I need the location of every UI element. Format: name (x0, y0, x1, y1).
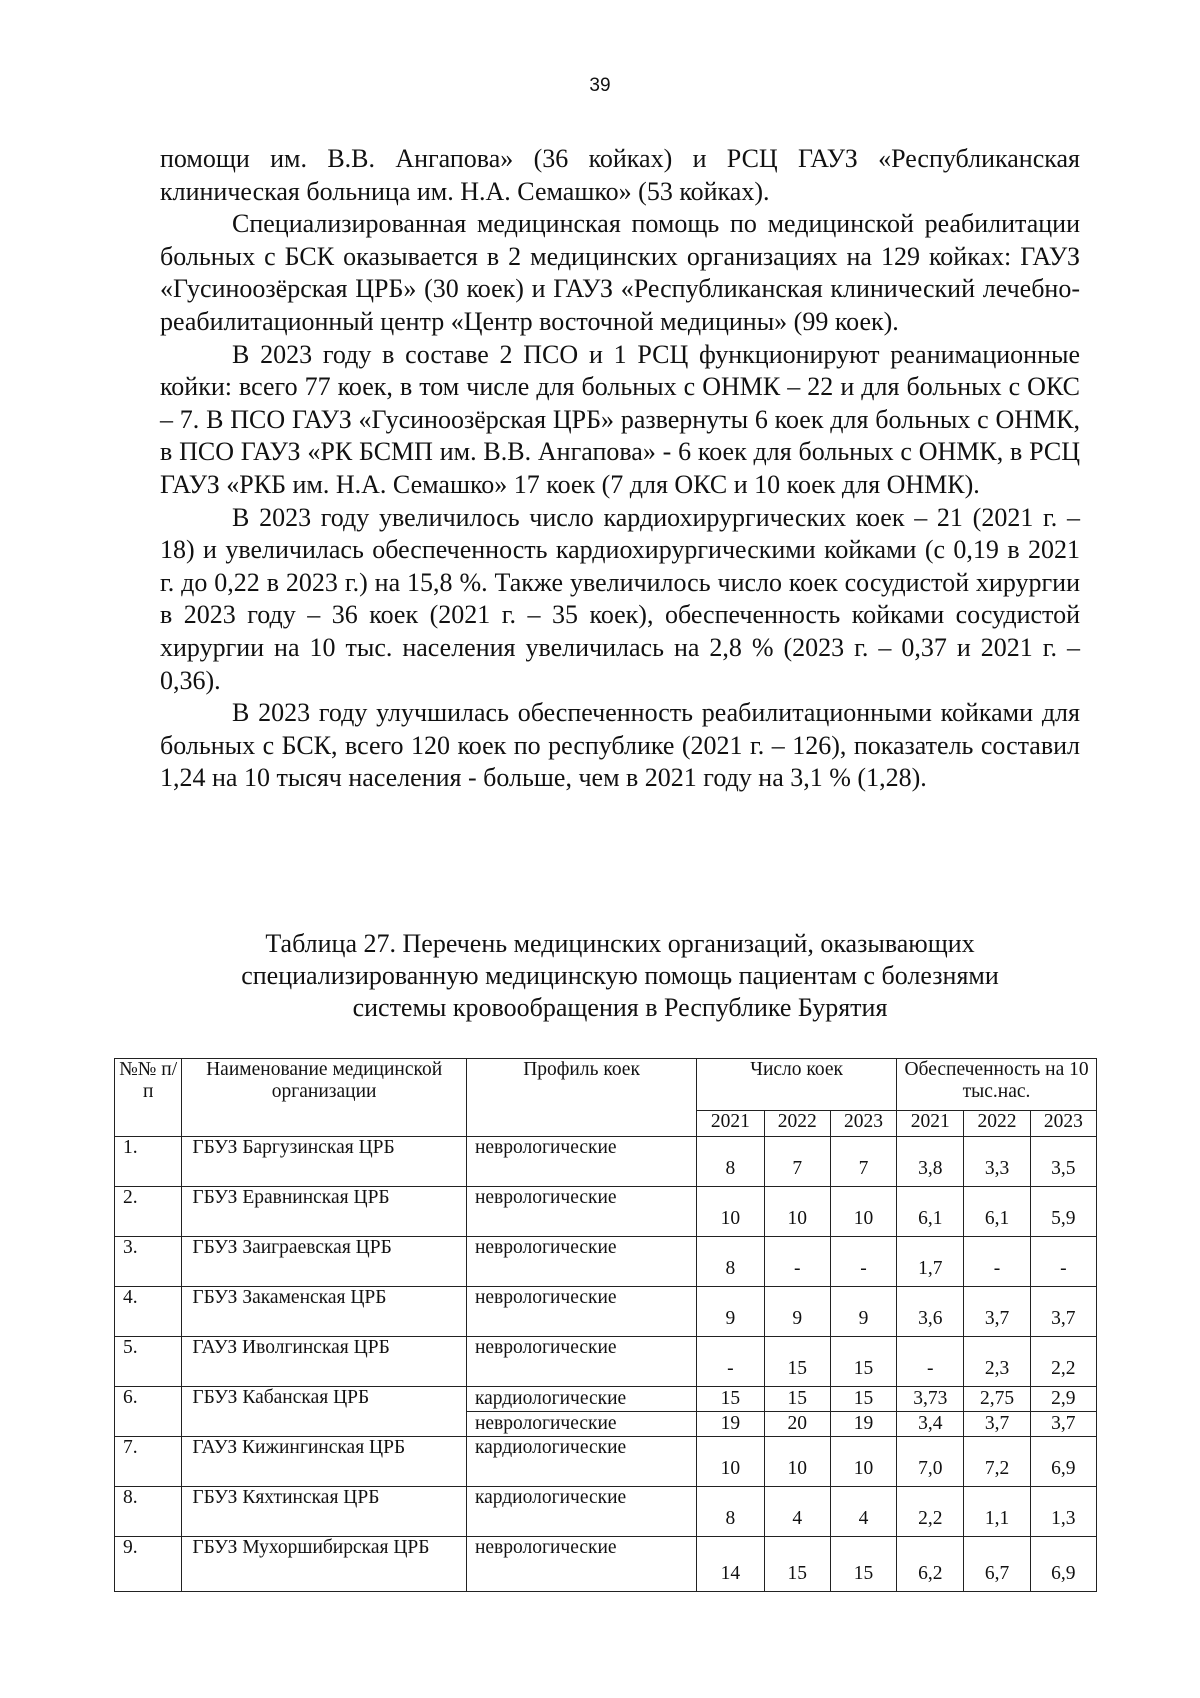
paragraph: Специализированная медицинская помощь по медицинской реабилитации больных с БСК оказывается в 2 медицинских организациях на 129 койках: ГАУЗ «Гусиноозёрская ЦРБ» (30 коек) и ГАУЗ «Республиканская клинический лечебно-реабилитационный центр «Центр восточной медицины» (99 коек). (160, 209, 1080, 336)
table-row (115, 1337, 1097, 1387)
table-cell: 1,1 (964, 1487, 1030, 1537)
table-cell: 5,9 (1030, 1187, 1096, 1237)
table-cell: 3,6 (897, 1287, 964, 1337)
table-cell: 4 (764, 1487, 830, 1537)
organizations-table (114, 1058, 1097, 1592)
table-cell: 6,1 (897, 1187, 964, 1237)
table-cell: 2,2 (1030, 1337, 1096, 1387)
header-name: Наименование медицинской организации (182, 1059, 467, 1137)
table-cell: 15 (830, 1387, 896, 1412)
table-cell: 14 (697, 1537, 764, 1592)
table-cell: 20 (764, 1412, 830, 1437)
table-cell: 1,3 (1030, 1487, 1096, 1537)
bed-profile: кардиологические (466, 1437, 696, 1487)
table-row (115, 1187, 1097, 1237)
table-cell: - (764, 1237, 830, 1287)
table-cell: 2,3 (964, 1337, 1030, 1387)
page-number: 39 (589, 75, 611, 96)
table-cell: 15 (830, 1537, 896, 1592)
table-cell: 10 (697, 1187, 764, 1237)
table-cell: 7,2 (964, 1437, 1030, 1487)
table-row (115, 1537, 1097, 1592)
table-cell: 7,0 (897, 1437, 964, 1487)
table-cell: 15 (697, 1387, 764, 1412)
org-name: ГБУЗ Мухоршибирская ЦРБ (182, 1537, 467, 1592)
table-cell: 4 (830, 1487, 896, 1537)
header-year: 2023 (830, 1111, 896, 1137)
paragraph: В 2023 году увеличилось число кардиохирургических коек – 21 (2021 г. – 18) и увеличилась обеспеченность кардиохирургическими койками (с 0,19 в 2021 г. до 0,22 в 2023 г.) на 15,8 %. Также увеличилось число коек сосудистой хирургии в 2023 году – 36 коек (2021 г. – 35 коек), обеспеченность койками сосудистой хирургии на 10 тыс. населения увеличилась на 2,8 % (2023 г. – 0,37 и 2021 г. – 0,36). (160, 502, 1080, 695)
table-cell: 7 (830, 1137, 896, 1187)
table-cell: 6,1 (964, 1187, 1030, 1237)
table-row (115, 1487, 1097, 1537)
table-cell: 9 (697, 1287, 764, 1337)
row-number: 1. (115, 1137, 182, 1187)
caption-line: системы кровообращения в Республике Бурятия (352, 993, 888, 1022)
table-cell: 9 (830, 1287, 896, 1337)
table-row (115, 1287, 1097, 1337)
bed-profile: неврологические (466, 1137, 696, 1187)
table-cell: 3,5 (1030, 1137, 1096, 1187)
table-cell: - (1030, 1237, 1096, 1287)
org-name: ГБУЗ Заиграевская ЦРБ (182, 1237, 467, 1287)
table-cell: 3,7 (964, 1412, 1030, 1437)
paragraph: В 2023 году в составе 2 ПСО и 1 РСЦ функционируют реанимационные койки: всего 77 коек, в том числе для больных с ОНМК – 22 и для больных с ОКС – 7. В ПСО ГАУЗ «Гусиноозёрская ЦРБ» развернуты 6 коек для больных с ОНМК, в ПСО ГАУЗ «РК БСМП им. В.В. Ангапова» - 6 коек для больных с ОНМК, в РСЦ ГАУЗ «РКБ им. Н.А. Семашко» 17 коек (7 для ОКС и 10 коек для ОНМК). (160, 339, 1080, 499)
caption-line: специализированную медицинскую помощь пациентам с болезнями (241, 961, 999, 990)
table-row (115, 1137, 1097, 1187)
table-cell: 2,2 (897, 1487, 964, 1537)
table-cell: 15 (830, 1337, 896, 1387)
caption-line: Таблица 27. Перечень медицинских организаций, оказывающих (265, 929, 975, 958)
row-number: 9. (115, 1537, 182, 1592)
table-cell: - (830, 1237, 896, 1287)
table-cell: 7 (764, 1137, 830, 1187)
table-cell: 6,9 (1030, 1437, 1096, 1487)
table-cell: 3,7 (1030, 1412, 1096, 1437)
table-cell: 6,2 (897, 1537, 964, 1592)
bed-profile: неврологические (466, 1187, 696, 1237)
table-cell: 3,3 (964, 1137, 1030, 1187)
paragraph: В 2023 году улучшилась обеспеченность реабилитационными койками для больных с БСК, всего 120 коек по республике (2021 г. – 126), показатель составил 1,24 на 10 тысяч населения - больше, чем в 2021 году на 3,1 % (1,28). (160, 698, 1080, 793)
row-number: 2. (115, 1187, 182, 1237)
table-cell: 6,9 (1030, 1537, 1096, 1592)
table-cell: 15 (764, 1537, 830, 1592)
table-cell: 19 (697, 1412, 764, 1437)
table-cell: 10 (830, 1437, 896, 1487)
bed-profile: кардиологические (466, 1387, 696, 1412)
table-cell: 2,9 (1030, 1387, 1096, 1412)
table-cell: 19 (830, 1412, 896, 1437)
org-name: ГБУЗ Баргузинская ЦРБ (182, 1137, 467, 1187)
bed-profile: неврологические (466, 1337, 696, 1387)
table-row (115, 1387, 1097, 1412)
table-caption (160, 928, 1080, 1024)
table-cell: 9 (764, 1287, 830, 1337)
table-cell: 6,7 (964, 1537, 1030, 1592)
table-cell: 3,7 (964, 1287, 1030, 1337)
org-name: ГАУЗ Кижингинская ЦРБ (182, 1437, 467, 1487)
table-cell: 1,7 (897, 1237, 964, 1287)
org-name: ГБУЗ Еравнинская ЦРБ (182, 1187, 467, 1237)
bed-profile: неврологические (466, 1412, 696, 1437)
table-cell: 15 (764, 1387, 830, 1412)
org-name: ГБУЗ Закаменская ЦРБ (182, 1287, 467, 1337)
header-year: 2022 (964, 1111, 1030, 1137)
row-number: 7. (115, 1437, 182, 1487)
bed-profile: неврологические (466, 1287, 696, 1337)
paragraph: помощи им. В.В. Ангапова» (36 койках) и РСЦ ГАУЗ «Республиканская клиническая больница им. Н.А. Семашко» (53 койках). (160, 144, 1080, 206)
header-year: 2021 (697, 1111, 764, 1137)
header-year: 2022 (764, 1111, 830, 1137)
header-supply: Обеспеченность на 10 тыс.нас. (897, 1059, 1097, 1111)
table-cell: 3,7 (1030, 1287, 1096, 1337)
bed-profile: неврологические (466, 1237, 696, 1287)
header-beds: Число коек (697, 1059, 897, 1111)
org-name: ГАУЗ Иволгинская ЦРБ (182, 1337, 467, 1387)
row-number: 4. (115, 1287, 182, 1337)
table-cell: - (964, 1237, 1030, 1287)
header-num: №№ п/п (115, 1059, 182, 1137)
table-cell: 8 (697, 1237, 764, 1287)
row-number: 6. (115, 1387, 182, 1437)
org-name: ГБУЗ Кяхтинская ЦРБ (182, 1487, 467, 1537)
bed-profile: кардиологические (466, 1487, 696, 1537)
table-cell: 10 (764, 1187, 830, 1237)
row-number: 3. (115, 1237, 182, 1287)
table-cell: - (697, 1337, 764, 1387)
table-cell: 10 (830, 1187, 896, 1237)
table-cell: 10 (764, 1437, 830, 1487)
org-name: ГБУЗ Кабанская ЦРБ (182, 1387, 467, 1437)
header-profile: Профиль коек (466, 1059, 696, 1137)
table-cell: 8 (697, 1137, 764, 1187)
header-year: 2023 (1030, 1111, 1096, 1137)
table-cell: 3,4 (897, 1412, 964, 1437)
table-cell: 3,73 (897, 1387, 964, 1412)
table-row (115, 1437, 1097, 1487)
table-cell: 8 (697, 1487, 764, 1537)
table-cell: - (897, 1337, 964, 1387)
table-row (115, 1237, 1097, 1287)
row-number: 5. (115, 1337, 182, 1387)
header-year: 2021 (897, 1111, 964, 1137)
table-cell: 3,8 (897, 1137, 964, 1187)
table-cell: 2,75 (964, 1387, 1030, 1412)
body-text (160, 143, 1080, 795)
table-cell: 10 (697, 1437, 764, 1487)
bed-profile: неврологические (466, 1537, 696, 1592)
table-cell: 15 (764, 1337, 830, 1387)
row-number: 8. (115, 1487, 182, 1537)
